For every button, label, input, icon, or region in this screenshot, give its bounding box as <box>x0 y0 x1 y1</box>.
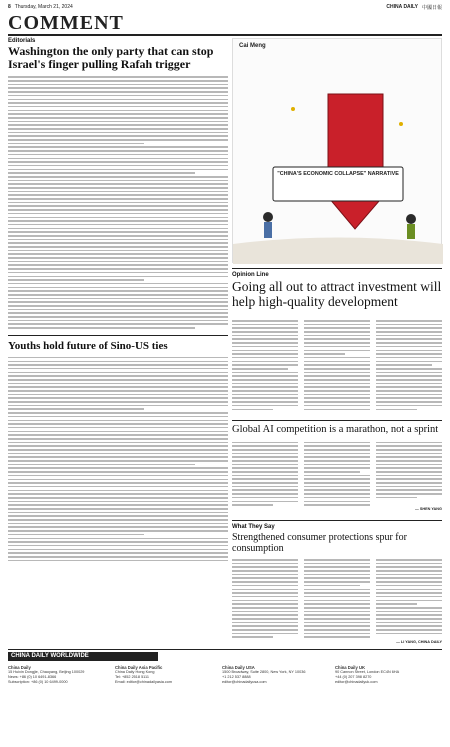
opinion-body-col-1 <box>232 320 298 410</box>
opinion-body-col-2 <box>304 320 370 410</box>
editorial-divider <box>8 335 228 336</box>
section-masthead: COMMENT <box>8 12 124 34</box>
office-3 <box>222 665 327 685</box>
ai-article <box>232 420 442 511</box>
office-4-line-2: +44 (0) 207 398 8270 <box>335 675 372 680</box>
editorials-kicker: Editorials <box>8 38 36 44</box>
opinion-headline: Going all out to attract investment will help high-quality development <box>232 279 442 309</box>
consumer-headline: Strengthened consumer protections spur for consumption <box>232 532 407 554</box>
office-4-line-1: 90 Cannon Street, London EC4N 6HA <box>335 670 400 675</box>
office-4-name: China Daily UK <box>335 665 366 670</box>
editorial-body-2 <box>8 357 228 561</box>
ai-article-rule <box>232 420 442 421</box>
office-3-line-1: 1500 Broadway, Suite 2800, New York, NY 10036 <box>222 670 306 675</box>
ai-article-headline: Global AI competition is a marathon, not a sprint <box>232 424 439 435</box>
cartoon-panel <box>232 38 442 263</box>
footer-rule <box>8 649 442 650</box>
office-2-line-3: Email: editor@chinadailyasia.com <box>115 680 173 685</box>
opinion-body <box>232 320 442 410</box>
brand-chinese: 中國日報 <box>421 4 442 11</box>
office-2-line-2: Tel: +852 2518 5111 <box>115 675 149 680</box>
office-2-line-1: China Daily Hong Kong <box>115 670 155 675</box>
consumer-byline: — LI YANG, CHINA DAILY <box>396 640 442 645</box>
consumer-kicker: What They Say <box>232 524 275 530</box>
cartoon-illustration <box>233 39 443 264</box>
editorial-headline-2: Youths hold future of Sino-US ties <box>8 339 168 352</box>
opinion-column <box>232 268 442 310</box>
footer-banner: CHINA DAILY WORLDWIDE <box>8 652 158 661</box>
ai-article-byline: — SHEN YANG <box>414 506 442 511</box>
editorial-body-1 <box>8 76 228 328</box>
opinion-kicker: Opinion Line <box>232 272 269 278</box>
office-1-name: China Daily <box>8 665 31 670</box>
page-number: 8 <box>8 4 11 10</box>
opinion-body-col-3 <box>376 320 442 410</box>
office-1-line-2: News: +86 (0) 10 6491-8366 <box>8 675 57 680</box>
footer-contacts <box>0 652 450 747</box>
page-date: Thursday, March 21, 2024 <box>14 4 73 10</box>
office-2-name: China Daily Asia Pacific <box>115 665 163 670</box>
opinion-rule <box>232 268 442 269</box>
office-1-line-3: Subscription: +86 (0) 10 6499-0000 <box>8 680 68 685</box>
office-2 <box>115 665 215 685</box>
office-1 <box>8 665 108 685</box>
consumer-body <box>232 559 442 638</box>
cartoon-sign-text: "CHINA'S ECONOMIC COLLAPSE" NARRATIVE <box>277 171 399 177</box>
office-4 <box>335 665 440 685</box>
ai-article-body <box>232 442 442 506</box>
masthead-rule <box>8 34 442 36</box>
cartoonist-name: Cai Meng <box>239 43 266 49</box>
office-3-line-3: editor@chinadailyusa.com <box>222 680 267 685</box>
consumer-article-rule <box>232 520 442 521</box>
consumer-article <box>232 520 442 644</box>
brand-name: CHINA DAILY <box>386 4 418 10</box>
editorial-headline-1: Washington the only party that can stop Israel's finger pulling Rafah trigger <box>8 44 214 72</box>
editorials-column <box>8 38 228 561</box>
office-1-line-1: 15 Huixin Dongjie, Chaoyang, Beijing 100029 <box>8 670 85 675</box>
office-3-name: China Daily USA <box>222 665 255 670</box>
page-header <box>8 3 442 11</box>
office-4-line-3: editor@chinadailyuk.com <box>335 680 378 685</box>
office-3-line-2: +1 212 537 8888 <box>222 675 251 680</box>
